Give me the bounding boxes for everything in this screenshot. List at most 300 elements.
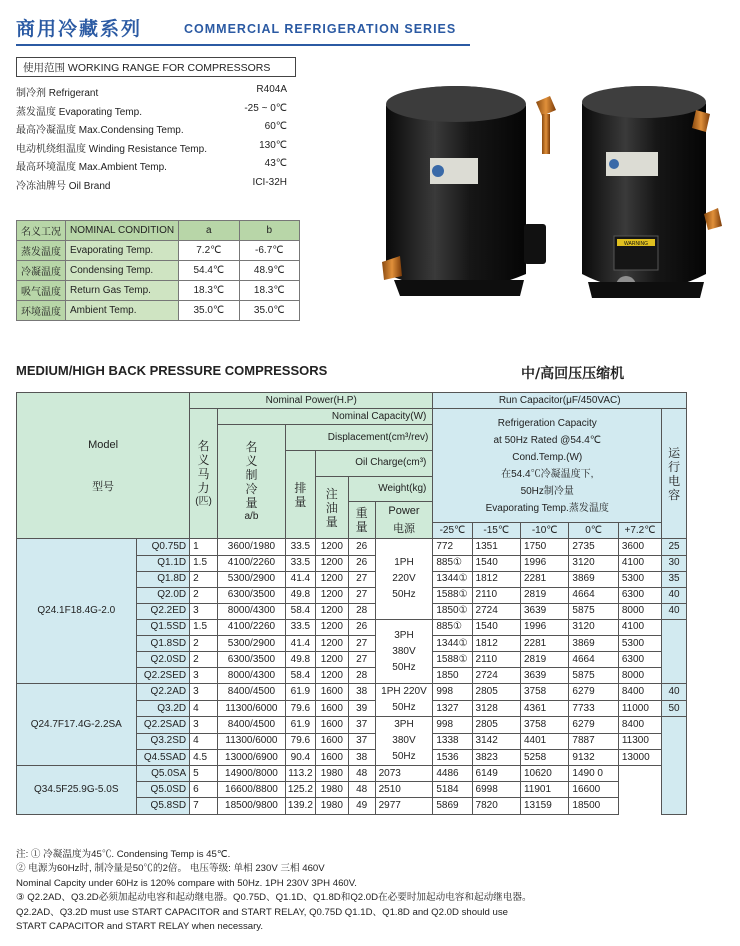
nominal-a: 7.2℃: [179, 241, 239, 261]
nominal-header-en: NOMINAL CONDITION: [66, 221, 179, 241]
warning-label: WARNING: [624, 241, 648, 247]
working-range-row: [16, 175, 301, 194]
supply-line: 1PH 220V: [381, 686, 427, 698]
refcap-cell: 7820: [472, 798, 520, 814]
refcap-cell: 8400: [618, 684, 661, 701]
weight-cell: 26: [348, 555, 375, 571]
working-range-value: 43℃: [264, 158, 287, 170]
refcap-cell: 16600: [569, 782, 618, 798]
nominal-cn: 环境温度: [17, 301, 66, 321]
section-title-en: MEDIUM/HIGH BACK PRESSURE COMPRESSORS: [16, 363, 328, 378]
power-cn-char: 名: [197, 438, 210, 453]
weight-cell: 37: [348, 733, 375, 749]
refcap-cell: 3758: [520, 684, 568, 701]
oil-cell: 1200: [315, 636, 348, 652]
displacement-cell: 125.2: [285, 782, 315, 798]
model-cell: Q0.75D: [136, 539, 190, 555]
model-cell: Q5.0SA: [136, 766, 190, 782]
model-cell: Q5.8SD: [136, 798, 190, 814]
weight-cell: 48: [348, 766, 375, 782]
oil-cell: 1980: [315, 798, 348, 814]
refcap-cell: 3758: [520, 717, 568, 733]
refcap-cell: 5258: [520, 749, 568, 765]
refcap-cell: 2805: [472, 684, 520, 701]
footnotes: [16, 848, 716, 934]
header-run-capacitor: Run Capacitor(μF/450VAC): [433, 393, 687, 409]
refcap-cell: 2724: [472, 668, 520, 684]
refcap-cell: 4401: [520, 733, 568, 749]
capacity-cell: 8000/4300: [217, 668, 285, 684]
hp-cell: 7: [190, 798, 218, 814]
displacement-cell: 33.5: [285, 555, 315, 571]
hp-cell: 3: [190, 684, 218, 701]
refcap-cell: 11901: [520, 782, 568, 798]
capacity-cell: 8400/4500: [217, 684, 285, 701]
refcap-cell: 1327: [433, 700, 472, 717]
weight-cell: 49: [348, 798, 375, 814]
header-nominal-power: Nominal Power(H.P): [190, 393, 433, 409]
capacity-cn-char: 义: [245, 453, 258, 468]
working-range-list: [16, 82, 301, 194]
supply-line: 220V: [392, 573, 416, 585]
capacity-cell: 3600/1980: [217, 539, 285, 555]
refcap-cell: 5875: [569, 668, 618, 684]
displacement-cell: 41.4: [285, 571, 315, 587]
header-displacement: Displacement(cm³/rev): [285, 425, 432, 451]
series-name: Q24.1F18.4G-2.0: [17, 539, 137, 684]
capacity-cell: 18500/9800: [217, 798, 285, 814]
refcap-cell: 6149: [472, 766, 520, 782]
supply-line: 50Hz: [392, 661, 416, 673]
nominal-en: Evaporating Temp.: [66, 241, 179, 261]
supply-line: 380V: [392, 645, 416, 657]
nominal-en: Return Gas Temp.: [66, 281, 179, 301]
capacity-cell: 16600/8800: [217, 782, 285, 798]
model-cell: Q1.5SD: [136, 619, 190, 635]
compressor-left: [382, 86, 556, 296]
refcap-cell: 3639: [520, 668, 568, 684]
refcap-cell: 1351: [472, 539, 520, 555]
refcap-cell: 3823: [472, 749, 520, 765]
refcap-cell: 11000: [618, 700, 661, 717]
displacement-cell: 41.4: [285, 636, 315, 652]
nominal-row: [17, 281, 300, 301]
refcap-cell: 2281: [520, 636, 568, 652]
weight-cell: 37: [348, 717, 375, 733]
hp-cell: 3: [190, 668, 218, 684]
refcap-cell: 2805: [472, 717, 520, 733]
oil-cell: 1200: [315, 555, 348, 571]
oil-cell: 1980: [315, 766, 348, 782]
run-cn-char: 行: [668, 459, 681, 474]
refcap-cell: 5869: [433, 798, 472, 814]
refcap-cell: 7887: [569, 733, 618, 749]
header-model-en: Model: [88, 438, 119, 451]
hp-cell: 1: [190, 539, 218, 555]
working-range-row: [16, 82, 301, 101]
refcap-cell: 6279: [569, 717, 618, 733]
nominal-row: [17, 241, 300, 261]
header-oil-charge: Oil Charge(cm³): [315, 450, 433, 476]
displacement-cell: 139.2: [285, 798, 315, 814]
displacement-cell: 58.4: [285, 603, 315, 619]
run-capacitor-cell: 25: [662, 539, 687, 555]
compressor-photo: [374, 74, 724, 336]
refcap-cell: 2281: [520, 571, 568, 587]
header-weight-cn: 重量: [348, 502, 375, 539]
refcap-line: 50Hz制冷量: [520, 485, 574, 497]
capacity-cell: 8400/4500: [217, 717, 285, 733]
nominal-a: 18.3℃: [179, 281, 239, 301]
oil-cell: 1200: [315, 603, 348, 619]
refcap-cell: 6998: [472, 782, 520, 798]
weight-cell: 28: [348, 668, 375, 684]
series-name: Q24.7F17.4G-2.2SA: [17, 684, 137, 766]
working-range-label: 制冷剂 Refrigerant: [16, 88, 99, 99]
refcap-cell: 2735: [569, 539, 618, 555]
displacement-cell: 79.6: [285, 733, 315, 749]
section-title-cn: 中/高回压压缩机: [521, 366, 625, 382]
refcap-cell: 1850①: [433, 603, 472, 619]
refcap-cell: 2724: [472, 603, 520, 619]
capacity-cell: 6300/3500: [217, 652, 285, 668]
working-range-label: 最高冷凝温度 Max.Condensing Temp.: [16, 125, 184, 137]
hp-cell: 4: [190, 733, 218, 749]
supply-line: 50Hz: [392, 751, 416, 763]
nominal-cn: 蒸发温度: [17, 241, 66, 261]
working-range-label: 冷冻油牌号 Oil Brand: [16, 180, 111, 192]
run-capacitor-cell: 40: [662, 587, 687, 603]
refcap-cell: 4361: [520, 700, 568, 717]
nominal-header-cn: 名义工况: [17, 221, 66, 241]
refcap-cell: 2110: [472, 587, 520, 603]
oil-cell: 1200: [315, 619, 348, 635]
nominal-b: 18.3℃: [239, 281, 299, 301]
nominal-row: [17, 301, 300, 321]
power-cn-char: 义: [197, 452, 210, 467]
capacity-cn-char: 量: [245, 495, 258, 510]
hp-cell: 3: [190, 717, 218, 733]
capacity-cell: 14900/8000: [217, 766, 285, 782]
working-range-row: [16, 119, 301, 138]
refcap-cell: 1850: [433, 668, 472, 684]
header-weight: Weight(kg): [348, 476, 433, 502]
working-range-value: R404A: [256, 84, 287, 95]
weight-cell: 27: [348, 636, 375, 652]
refcap-cell: 7733: [569, 700, 618, 717]
oil-cell: 1200: [315, 652, 348, 668]
nominal-en: Condensing Temp.: [66, 261, 179, 281]
series-name: Q34.5F25.9G-5.0S: [17, 766, 137, 814]
hp-cell: 4: [190, 700, 218, 717]
table-header-row: [17, 393, 687, 409]
footnote-line: Nominal Capcity under 60Hz is 120% compare with 50Hz. 1PH 230V 3PH 460V.: [16, 877, 357, 889]
refcap-cell: 6300: [618, 587, 661, 603]
capacity-cell: 8000/4300: [217, 603, 285, 619]
displacement-cell: 61.9: [285, 717, 315, 733]
header-power-cn: [190, 409, 218, 539]
refcap-cell: 4664: [569, 587, 618, 603]
displacement-cell: 49.8: [285, 587, 315, 603]
run-capacitor-cell: 50: [662, 700, 687, 717]
model-cell: Q3.2D: [136, 700, 190, 717]
run-capacitor-cell: 40: [662, 684, 687, 701]
weight-cell: 27: [348, 587, 375, 603]
table-row: [17, 684, 687, 701]
oil-cell: 1200: [315, 668, 348, 684]
refcap-cell: 998: [433, 717, 472, 733]
supply-line: 3PH: [394, 719, 414, 731]
hp-cell: 2: [190, 652, 218, 668]
temp-col: -10℃: [520, 523, 568, 539]
capacity-cell: 13000/6900: [217, 749, 285, 765]
footnote-line: Q2.2AD、Q3.2D must use START CAPACITOR and START RELAY, Q0.75D Q1.1D、Q1.8D and Q2.0D should use: [16, 906, 508, 918]
refcap-cell: 2073: [375, 766, 433, 782]
header-run-cn: [662, 409, 687, 539]
refcap-cell: 1338: [433, 733, 472, 749]
table-row: [17, 766, 687, 782]
hp-cell: 1.5: [190, 555, 218, 571]
refcap-cell: 4664: [569, 652, 618, 668]
model-cell: Q2.2SAD: [136, 717, 190, 733]
refcap-cell: 5300: [618, 636, 661, 652]
nominal-header-a: a: [179, 221, 239, 241]
refcap-cell: 4486: [433, 766, 472, 782]
displacement-cell: 33.5: [285, 539, 315, 555]
oil-cell: 1600: [315, 749, 348, 765]
power-supply-cell: [375, 717, 433, 766]
refcap-cell: 3142: [472, 733, 520, 749]
weight-cell: 39: [348, 700, 375, 717]
footnote-line: START CAPACITOR and START RELAY when necessary.: [16, 921, 264, 933]
refcap-cell: 1344①: [433, 636, 472, 652]
hp-cell: 5: [190, 766, 218, 782]
weight-cell: 38: [348, 749, 375, 765]
supply-line: 50Hz: [392, 702, 416, 714]
nominal-cn: 冷凝温度: [17, 261, 66, 281]
refcap-cell: 1540: [472, 619, 520, 635]
run-capacitor-cell: 30: [662, 555, 687, 571]
refcap-cell: 1536: [433, 749, 472, 765]
refcap-cell: 1812: [472, 571, 520, 587]
table-row: [17, 539, 687, 555]
nominal-b: -6.7℃: [239, 241, 299, 261]
refcap-cell: 13000: [618, 749, 661, 765]
oil-cell: 1980: [315, 782, 348, 798]
nominal-b: 48.9℃: [239, 261, 299, 281]
refcap-cell: 3120: [569, 619, 618, 635]
refcap-cell: 8000: [618, 668, 661, 684]
refcap-cell: 1344①: [433, 571, 472, 587]
oil-cell: 1200: [315, 571, 348, 587]
header-oil-cn: 注油量: [315, 476, 348, 539]
power-cn-char: 力: [197, 480, 210, 495]
hp-cell: 6: [190, 782, 218, 798]
header-displacement-cn: 排量: [285, 450, 315, 539]
capacity-cn-char: 制: [245, 467, 258, 482]
refcap-cell: 1490 0: [569, 766, 618, 782]
header-model: [17, 393, 190, 539]
refcap-cell: 2819: [520, 652, 568, 668]
run-capacitor-cell: [662, 717, 687, 814]
hp-cell: 2: [190, 587, 218, 603]
refcap-cell: 5300: [618, 571, 661, 587]
refcap-cell: 885①: [433, 619, 472, 635]
model-cell: Q2.2AD: [136, 684, 190, 701]
capacity-cell: 5300/2900: [217, 571, 285, 587]
refcap-cell: 1996: [520, 619, 568, 635]
refcap-cell: 1588①: [433, 587, 472, 603]
displacement-cell: 113.2: [285, 766, 315, 782]
refcap-cell: 1540: [472, 555, 520, 571]
refcap-cell: 3120: [569, 555, 618, 571]
run-cn-char: 电: [668, 473, 681, 488]
nominal-a: 54.4℃: [179, 261, 239, 281]
oil-cell: 1600: [315, 717, 348, 733]
weight-cell: 27: [348, 652, 375, 668]
run-capacitor-cell: [662, 619, 687, 683]
oil-cell: 1200: [315, 587, 348, 603]
displacement-cell: 58.4: [285, 668, 315, 684]
nominal-b: 35.0℃: [239, 301, 299, 321]
working-range-label: 最高环境温度 Max.Ambient Temp.: [16, 162, 167, 174]
working-range-title: 使用范围 WORKING RANGE FOR COMPRESSORS: [16, 57, 296, 77]
working-range-row: [16, 156, 301, 175]
refcap-cell: 5875: [569, 603, 618, 619]
capacity-cell: 11300/6000: [217, 733, 285, 749]
refcap-cell: 1750: [520, 539, 568, 555]
header-model-cn: 型号: [92, 480, 115, 493]
refcap-cell: 5184: [433, 782, 472, 798]
header-power-supply: [375, 502, 433, 539]
model-cell: Q2.0SD: [136, 652, 190, 668]
working-range-label: 蒸发温度 Evaporating Temp.: [16, 106, 142, 118]
working-range-value: 130℃: [259, 139, 287, 151]
run-capacitor-cell: 40: [662, 603, 687, 619]
page-title-cn: 商用冷藏系列: [16, 18, 143, 40]
refcap-cell: 3600: [618, 539, 661, 555]
refcap-cell: 2977: [375, 798, 433, 814]
refcap-cell: 1996: [520, 555, 568, 571]
weight-cell: 27: [348, 571, 375, 587]
refcap-line: 在54.4℃冷凝温度下,: [501, 468, 594, 480]
working-range-label: 电动机绕组温度 Winding Resistance Temp.: [16, 143, 207, 155]
refcap-cell: 3128: [472, 700, 520, 717]
header-capacity-cn: [217, 425, 285, 539]
oil-cell: 1600: [315, 733, 348, 749]
power-supply-cell: [375, 619, 433, 683]
nominal-a: 35.0℃: [179, 301, 239, 321]
supply-en: Power: [388, 505, 420, 518]
nominal-cn: 吸气温度: [17, 281, 66, 301]
supply-line: 1PH: [394, 557, 414, 569]
displacement-cell: 79.6: [285, 700, 315, 717]
weight-cell: 26: [348, 539, 375, 555]
refcap-cell: 772: [433, 539, 472, 555]
capacity-cell: 4100/2260: [217, 555, 285, 571]
nominal-header-b: b: [239, 221, 299, 241]
temp-col: +7.2℃: [618, 523, 661, 539]
weight-cell: 26: [348, 619, 375, 635]
refcap-cell: 10620: [520, 766, 568, 782]
model-cell: Q5.0SD: [136, 782, 190, 798]
weight-cell: 28: [348, 603, 375, 619]
working-range-value: -25 ~ 0℃: [244, 102, 287, 114]
refcap-cell: 998: [433, 684, 472, 701]
model-cell: Q2.2SED: [136, 668, 190, 684]
refcap-cell: 3639: [520, 603, 568, 619]
capacity-cell: 5300/2900: [217, 636, 285, 652]
supply-line: 380V: [392, 735, 416, 747]
capacity-cell: 4100/2260: [217, 619, 285, 635]
oil-cell: 1600: [315, 700, 348, 717]
refcap-cell: 6300: [618, 652, 661, 668]
capacity-cn-char: 名: [245, 439, 258, 454]
model-cell: Q4.5SAD: [136, 749, 190, 765]
nominal-en: Ambient Temp.: [66, 301, 179, 321]
run-cn-char: 容: [668, 487, 681, 502]
temp-col: -25℃: [433, 523, 472, 539]
refcap-cell: 2510: [375, 782, 433, 798]
capacity-cn-char: 冷: [245, 481, 258, 496]
refcap-cell: 1812: [472, 636, 520, 652]
model-cell: Q1.8SD: [136, 636, 190, 652]
refcap-cell: 4100: [618, 555, 661, 571]
refcap-cell: 11300: [618, 733, 661, 749]
supply-cn: 电源: [392, 523, 415, 536]
nominal-row: [17, 261, 300, 281]
model-cell: Q2.2ED: [136, 603, 190, 619]
run-cn-char: 运: [668, 445, 681, 460]
refcap-cell: 1588①: [433, 652, 472, 668]
displacement-cell: 33.5: [285, 619, 315, 635]
header-refrigeration-capacity: [433, 409, 662, 523]
capacity-cn-char: a/b: [244, 510, 259, 522]
refcap-cell: 3869: [569, 636, 618, 652]
refcap-cell: 9132: [569, 749, 618, 765]
refcap-cell: 8400: [618, 717, 661, 733]
nominal-header-row: [17, 221, 300, 241]
power-cn-char: 马: [197, 466, 210, 481]
refcap-line: Refrigeration Capacity: [497, 417, 597, 429]
supply-line: 3PH: [394, 629, 414, 641]
working-range-row: [16, 101, 301, 120]
nominal-condition-table: [16, 220, 300, 321]
refcap-line: Evaporating Temp.蒸发温度: [485, 502, 609, 514]
refcap-cell: 6279: [569, 684, 618, 701]
working-range-row: [16, 138, 301, 157]
run-capacitor-cell: 35: [662, 571, 687, 587]
refcap-cell: 2819: [520, 587, 568, 603]
refcap-cell: 3869: [569, 571, 618, 587]
refcap-line: Cond.Temp.(W): [512, 451, 583, 463]
model-cell: Q2.0D: [136, 587, 190, 603]
refcap-cell: 13159: [520, 798, 568, 814]
refcap-cell: 2110: [472, 652, 520, 668]
working-range-value: ICI-32H: [252, 176, 287, 188]
refcap-cell: 4100: [618, 619, 661, 635]
weight-cell: 38: [348, 684, 375, 701]
working-range-value: 60℃: [264, 121, 287, 133]
refcap-cell: 18500: [569, 798, 618, 814]
compressor-right: [582, 86, 722, 298]
oil-cell: 1600: [315, 684, 348, 701]
model-cell: Q1.8D: [136, 571, 190, 587]
power-supply-cell: [375, 539, 433, 619]
hp-cell: 3: [190, 603, 218, 619]
model-cell: Q1.1D: [136, 555, 190, 571]
page-title-en: COMMERCIAL REFRIGERATION SERIES: [184, 22, 457, 36]
